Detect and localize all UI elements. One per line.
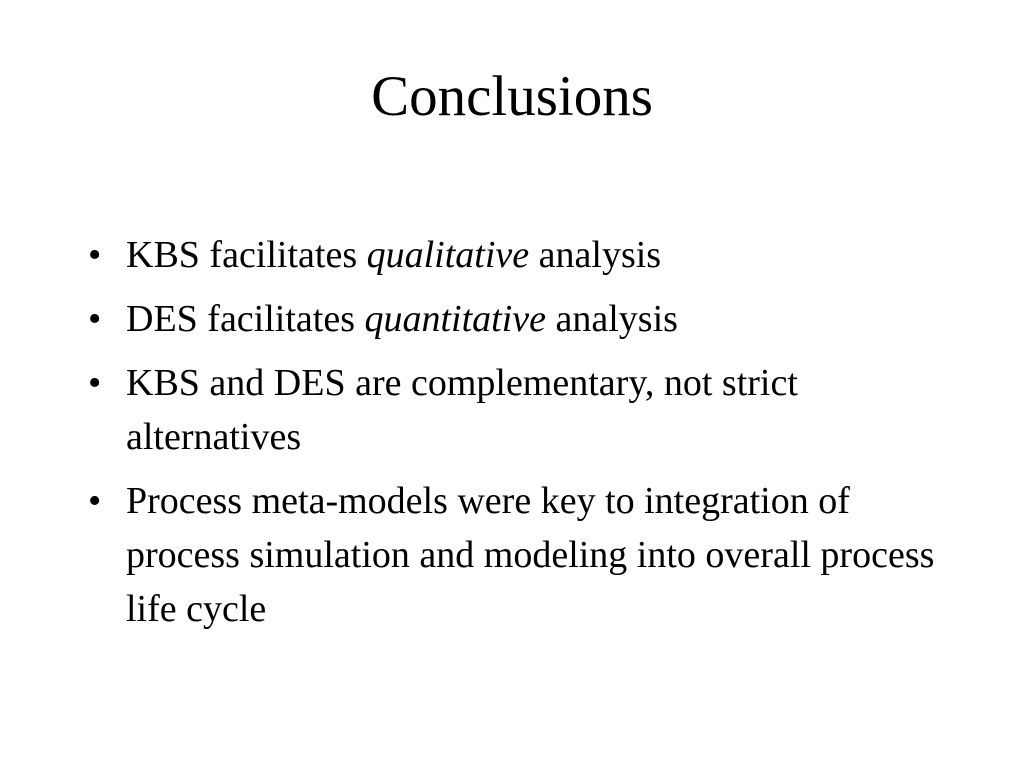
bullet-icon: •: [88, 480, 102, 522]
bullet-text-prefix: DES facilitates: [126, 298, 365, 340]
bullet-icon: •: [88, 362, 102, 404]
bullet-text-prefix: KBS facilitates: [126, 234, 367, 276]
bullet-text-emphasis: quantitative: [364, 298, 547, 340]
bullet-text: KBS and DES are complementary, not strict alternatives: [126, 362, 798, 458]
bullet-item-kbs: [88, 228, 958, 282]
bullet-text-suffix: analysis: [529, 234, 662, 276]
bullet-text: Process meta-models were key to integration of process simulation and modeling into overall process life cycle: [126, 480, 935, 630]
bullet-icon: •: [88, 234, 102, 276]
bullet-list: [88, 228, 958, 646]
slide-title: Conclusions: [371, 65, 653, 128]
bullet-icon: •: [88, 298, 102, 340]
bullet-item-des: [88, 292, 958, 346]
bullet-text-suffix: analysis: [546, 298, 678, 340]
bullet-item-meta-models: [88, 474, 958, 636]
bullet-text-emphasis: qualitative: [366, 234, 530, 276]
bullet-item-complementary: [88, 356, 958, 464]
